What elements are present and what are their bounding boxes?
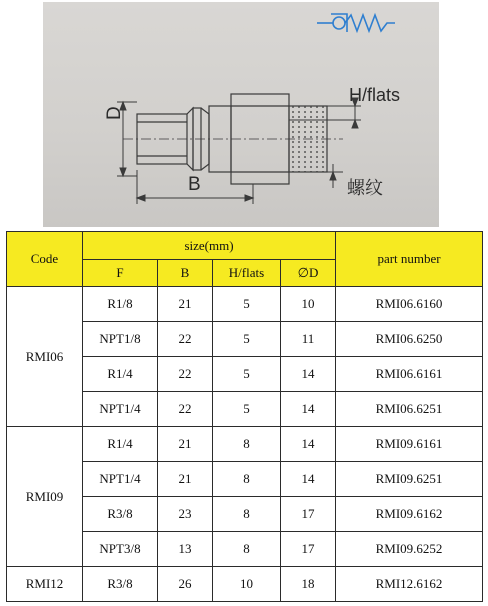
- cell-f: R1/4: [83, 357, 158, 392]
- cell-part-number: RMI06.6161: [336, 357, 483, 392]
- cell-b: 22: [158, 322, 213, 357]
- cell-h: 10: [213, 567, 281, 602]
- fitting-outline: [123, 94, 343, 184]
- cell-d: 17: [281, 497, 336, 532]
- cell-b: 21: [158, 462, 213, 497]
- group-code-cell: RMI06: [7, 287, 83, 427]
- group-code-cell: RMI12: [7, 567, 83, 602]
- technical-drawing: [43, 2, 439, 227]
- cell-h: 8: [213, 462, 281, 497]
- cell-f: NPT3/8: [83, 532, 158, 567]
- cell-part-number: RMI06.6160: [336, 287, 483, 322]
- cell-f: R3/8: [83, 497, 158, 532]
- cell-part-number: RMI06.6251: [336, 392, 483, 427]
- header-code: Code: [7, 232, 83, 287]
- cell-b: 21: [158, 427, 213, 462]
- cell-h: 8: [213, 497, 281, 532]
- cell-f: NPT1/4: [83, 392, 158, 427]
- cell-h: 8: [213, 427, 281, 462]
- cell-h: 5: [213, 357, 281, 392]
- cell-b: 26: [158, 567, 213, 602]
- cell-f: R1/8: [83, 287, 158, 322]
- cell-f: NPT1/8: [83, 322, 158, 357]
- cell-d: 17: [281, 532, 336, 567]
- cell-d: 14: [281, 392, 336, 427]
- table-row: [7, 567, 483, 602]
- cell-d: 18: [281, 567, 336, 602]
- cell-f: NPT1/4: [83, 462, 158, 497]
- cell-b: 21: [158, 287, 213, 322]
- cell-part-number: RMI12.6162: [336, 567, 483, 602]
- thread-label: 螺纹: [347, 178, 383, 199]
- cell-h: 5: [213, 322, 281, 357]
- check-valve-symbol-icon: [317, 14, 395, 32]
- cell-d: 14: [281, 357, 336, 392]
- header-f: F: [83, 260, 158, 287]
- header-part-number: part number: [336, 232, 483, 287]
- thread-leader-lines: [327, 164, 343, 188]
- header-b: B: [158, 260, 213, 287]
- cell-part-number: RMI09.6161: [336, 427, 483, 462]
- cell-part-number: RMI09.6251: [336, 462, 483, 497]
- cell-b: 23: [158, 497, 213, 532]
- header-h-flats: H/flats: [213, 260, 281, 287]
- header-size: size(mm): [83, 232, 336, 260]
- header-diameter-d: ∅D: [281, 260, 336, 287]
- cell-b: 13: [158, 532, 213, 567]
- table-row: [7, 287, 483, 322]
- cell-f: R3/8: [83, 567, 158, 602]
- cell-d: 14: [281, 427, 336, 462]
- cell-part-number: RMI09.6252: [336, 532, 483, 567]
- cell-h: 5: [213, 392, 281, 427]
- table-row: [7, 427, 483, 462]
- dimension-h-flats-label: H/flats: [349, 85, 401, 105]
- group-code-cell: RMI09: [7, 427, 83, 567]
- cell-b: 22: [158, 392, 213, 427]
- dimension-b-label: B: [188, 174, 201, 195]
- cell-part-number: RMI09.6162: [336, 497, 483, 532]
- cell-d: 14: [281, 462, 336, 497]
- cell-h: 5: [213, 287, 281, 322]
- cell-part-number: RMI06.6250: [336, 322, 483, 357]
- cell-h: 8: [213, 532, 281, 567]
- cell-b: 22: [158, 357, 213, 392]
- cell-d: 10: [281, 287, 336, 322]
- spec-table: [6, 231, 483, 602]
- cell-d: 11: [281, 322, 336, 357]
- dimension-d-label: D: [104, 106, 125, 120]
- cell-f: R1/4: [83, 427, 158, 462]
